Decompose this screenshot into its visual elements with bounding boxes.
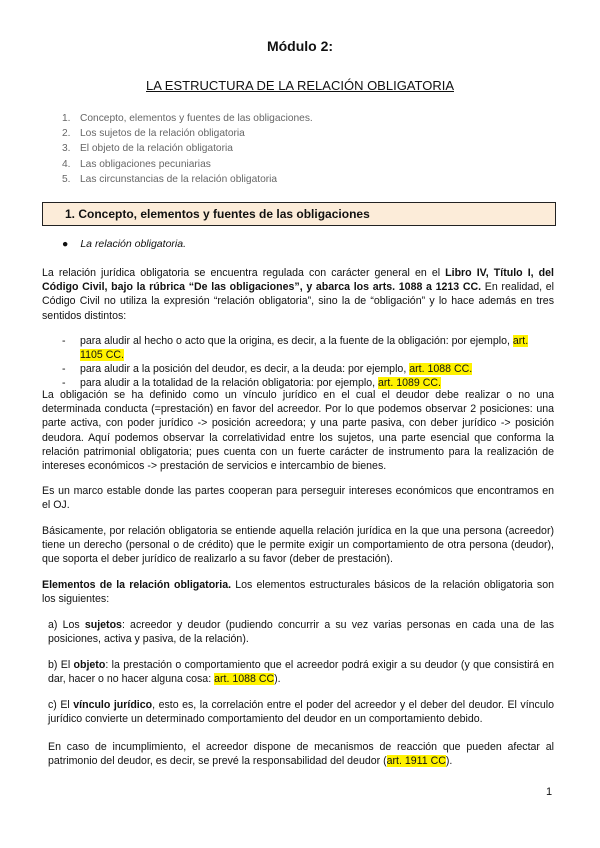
toc-number: 4.: [62, 158, 71, 170]
article-highlight: art. 1088 CC: [214, 673, 275, 686]
text-run: : la prestación o comportamiento que el acreedor podrá exigir a su deudor (y que consistirá en dar, hacer o no hacer alguna cosa:: [48, 659, 554, 686]
toc-item: [62, 111, 313, 126]
text-run: En realidad, el Código Civil no utiliza la expresión “relación obligatoria”, sino la de “obligación” y lo hace además en tres sentidos distintos:: [42, 281, 554, 322]
paragraph-basic: Básicamente, por relación obligatoria se entiende aquella relación jurídica en la que una persona (acreedor) tiene un derecho (personal o de crédito) que le permite exigir un comportamiento de otra persona (deudor), que soporta el deber jurídico de realizarlo a su favor (deber de prestación).: [42, 525, 554, 566]
text-run: b) El: [48, 659, 74, 671]
text-run: , esto es, la correlación entre el poder del acreedor y el deber del deudor. El vínculo jurídico convierte un determinado comportamiento del deudor en un comportamiento debido.: [48, 699, 554, 726]
dash-marker: -: [62, 363, 66, 375]
paragraph-object: [48, 658, 554, 686]
bullet-item: [62, 238, 186, 250]
page-number: 1: [546, 786, 553, 798]
dash-text: para aludir a la totalidad de la relación obligatoria: por ejemplo,: [80, 377, 378, 389]
text-run: La relación jurídica obligatoria se encuentra regulada con carácter general en el: [42, 267, 446, 279]
article-highlight: art. 1105 CC.: [80, 335, 529, 362]
toc-item: [62, 126, 313, 141]
toc-number: 2.: [62, 128, 71, 140]
article-highlight: art. 1911 CC: [386, 755, 446, 768]
article-highlight: art. 1088 CC.: [409, 363, 473, 375]
toc-text: Los sujetos de la relación obligatoria: [80, 128, 245, 140]
dash-text: para aludir al hecho o acto que la origina, es decir, a la fuente de la obligación: por ejemplo,: [80, 335, 513, 347]
toc-number: 1.: [62, 113, 71, 124]
bullet-text: La relación obligatoria.: [80, 238, 186, 250]
toc-text: Las obligaciones pecuniarias: [80, 158, 211, 170]
bold-run: vínculo jurídico: [73, 699, 153, 711]
bullet-dot-icon: ●: [62, 238, 69, 250]
dash-item: [62, 334, 552, 362]
paragraph-breach: [48, 740, 554, 768]
toc-item: [62, 141, 313, 156]
paragraph-elements: [42, 578, 554, 606]
toc-text: Concepto, elementos y fuentes de las obligaciones.: [80, 113, 313, 124]
bold-run: Libro IV, Título I, del Código Civil, bajo la rúbrica “De las obligaciones”, y abarca los arts. 1088 a 1213 CC.: [42, 267, 554, 294]
table-of-contents: [62, 111, 313, 187]
paragraph-definition: La obligación se ha definido como un vínculo jurídico en el cual el deudor debe realizar o no una determinada conducta (=prestación) en favor del acreedor. Por lo que podemos observar 2 posiciones: una parte activa, con poder jurídico -> posición acreedora; y una parte pasiva, con deber jurídico -> posición deudora. Aquí podemos observar la correlatividad entre los sujetos, una parte esencial que conforma la relación patrimonial obligatoria; pues cuenta con un fuerte carácter de instrumento para la realización de intereses económicos -> prestación de servicios e intercambio de bienes.: [42, 389, 554, 473]
paragraph-intro: [42, 266, 554, 323]
text-run: Los elementos estructurales básicos de la relación obligatoria son los siguientes:: [42, 579, 554, 606]
toc-item: [62, 157, 313, 172]
bold-run: Elementos de la relación obligatoria.: [42, 579, 232, 591]
dash-marker: -: [62, 377, 66, 389]
bold-run: objeto: [73, 659, 106, 671]
toc-text: Las circunstancias de la relación obligatoria: [80, 173, 278, 185]
article-highlight: art. 1089 CC.: [378, 377, 442, 389]
paragraph-subjects: [48, 618, 554, 646]
text-run: En caso de incumplimiento, el acreedor dispone de mecanismos de reacción que pueden afectar al patrimonio del deudor, es decir, se prevé la responsabilidad del deudor (: [48, 741, 554, 768]
dash-item: [62, 362, 552, 376]
section-heading: 1. Concepto, elementos y fuentes de las obligaciones: [65, 207, 370, 221]
toc-item: [62, 172, 313, 187]
page-title: Módulo 2:: [266, 38, 334, 54]
dash-marker: -: [62, 335, 66, 347]
toc-number: 5.: [62, 173, 71, 185]
paragraph-link: [48, 698, 554, 726]
text-run: a) Los: [48, 619, 85, 631]
toc-text: El objeto de la relación obligatoria: [80, 143, 233, 155]
bold-run: sujetos: [84, 619, 122, 631]
text-run: ).: [445, 755, 453, 768]
paragraph-framework: Es un marco estable donde las partes cooperan para perseguir intereses económicos que encontramos en el OJ.: [42, 485, 554, 512]
text-run: ).: [274, 673, 281, 686]
section-heading-box: [42, 202, 556, 226]
toc-number: 3.: [62, 143, 71, 155]
dash-text: para aludir a la posición del deudor, es decir, a la deuda: por ejemplo,: [80, 363, 410, 375]
module-subtitle: LA ESTRUCTURA DE LA RELACIÓN OBLIGATORIA: [146, 78, 454, 93]
text-run: : acreedor y deudor (pudiendo concurrir a su vez varias personas en cada una de las posiciones, activa y pasiva, de la relación).: [48, 619, 554, 646]
text-run: c) El: [48, 699, 74, 711]
